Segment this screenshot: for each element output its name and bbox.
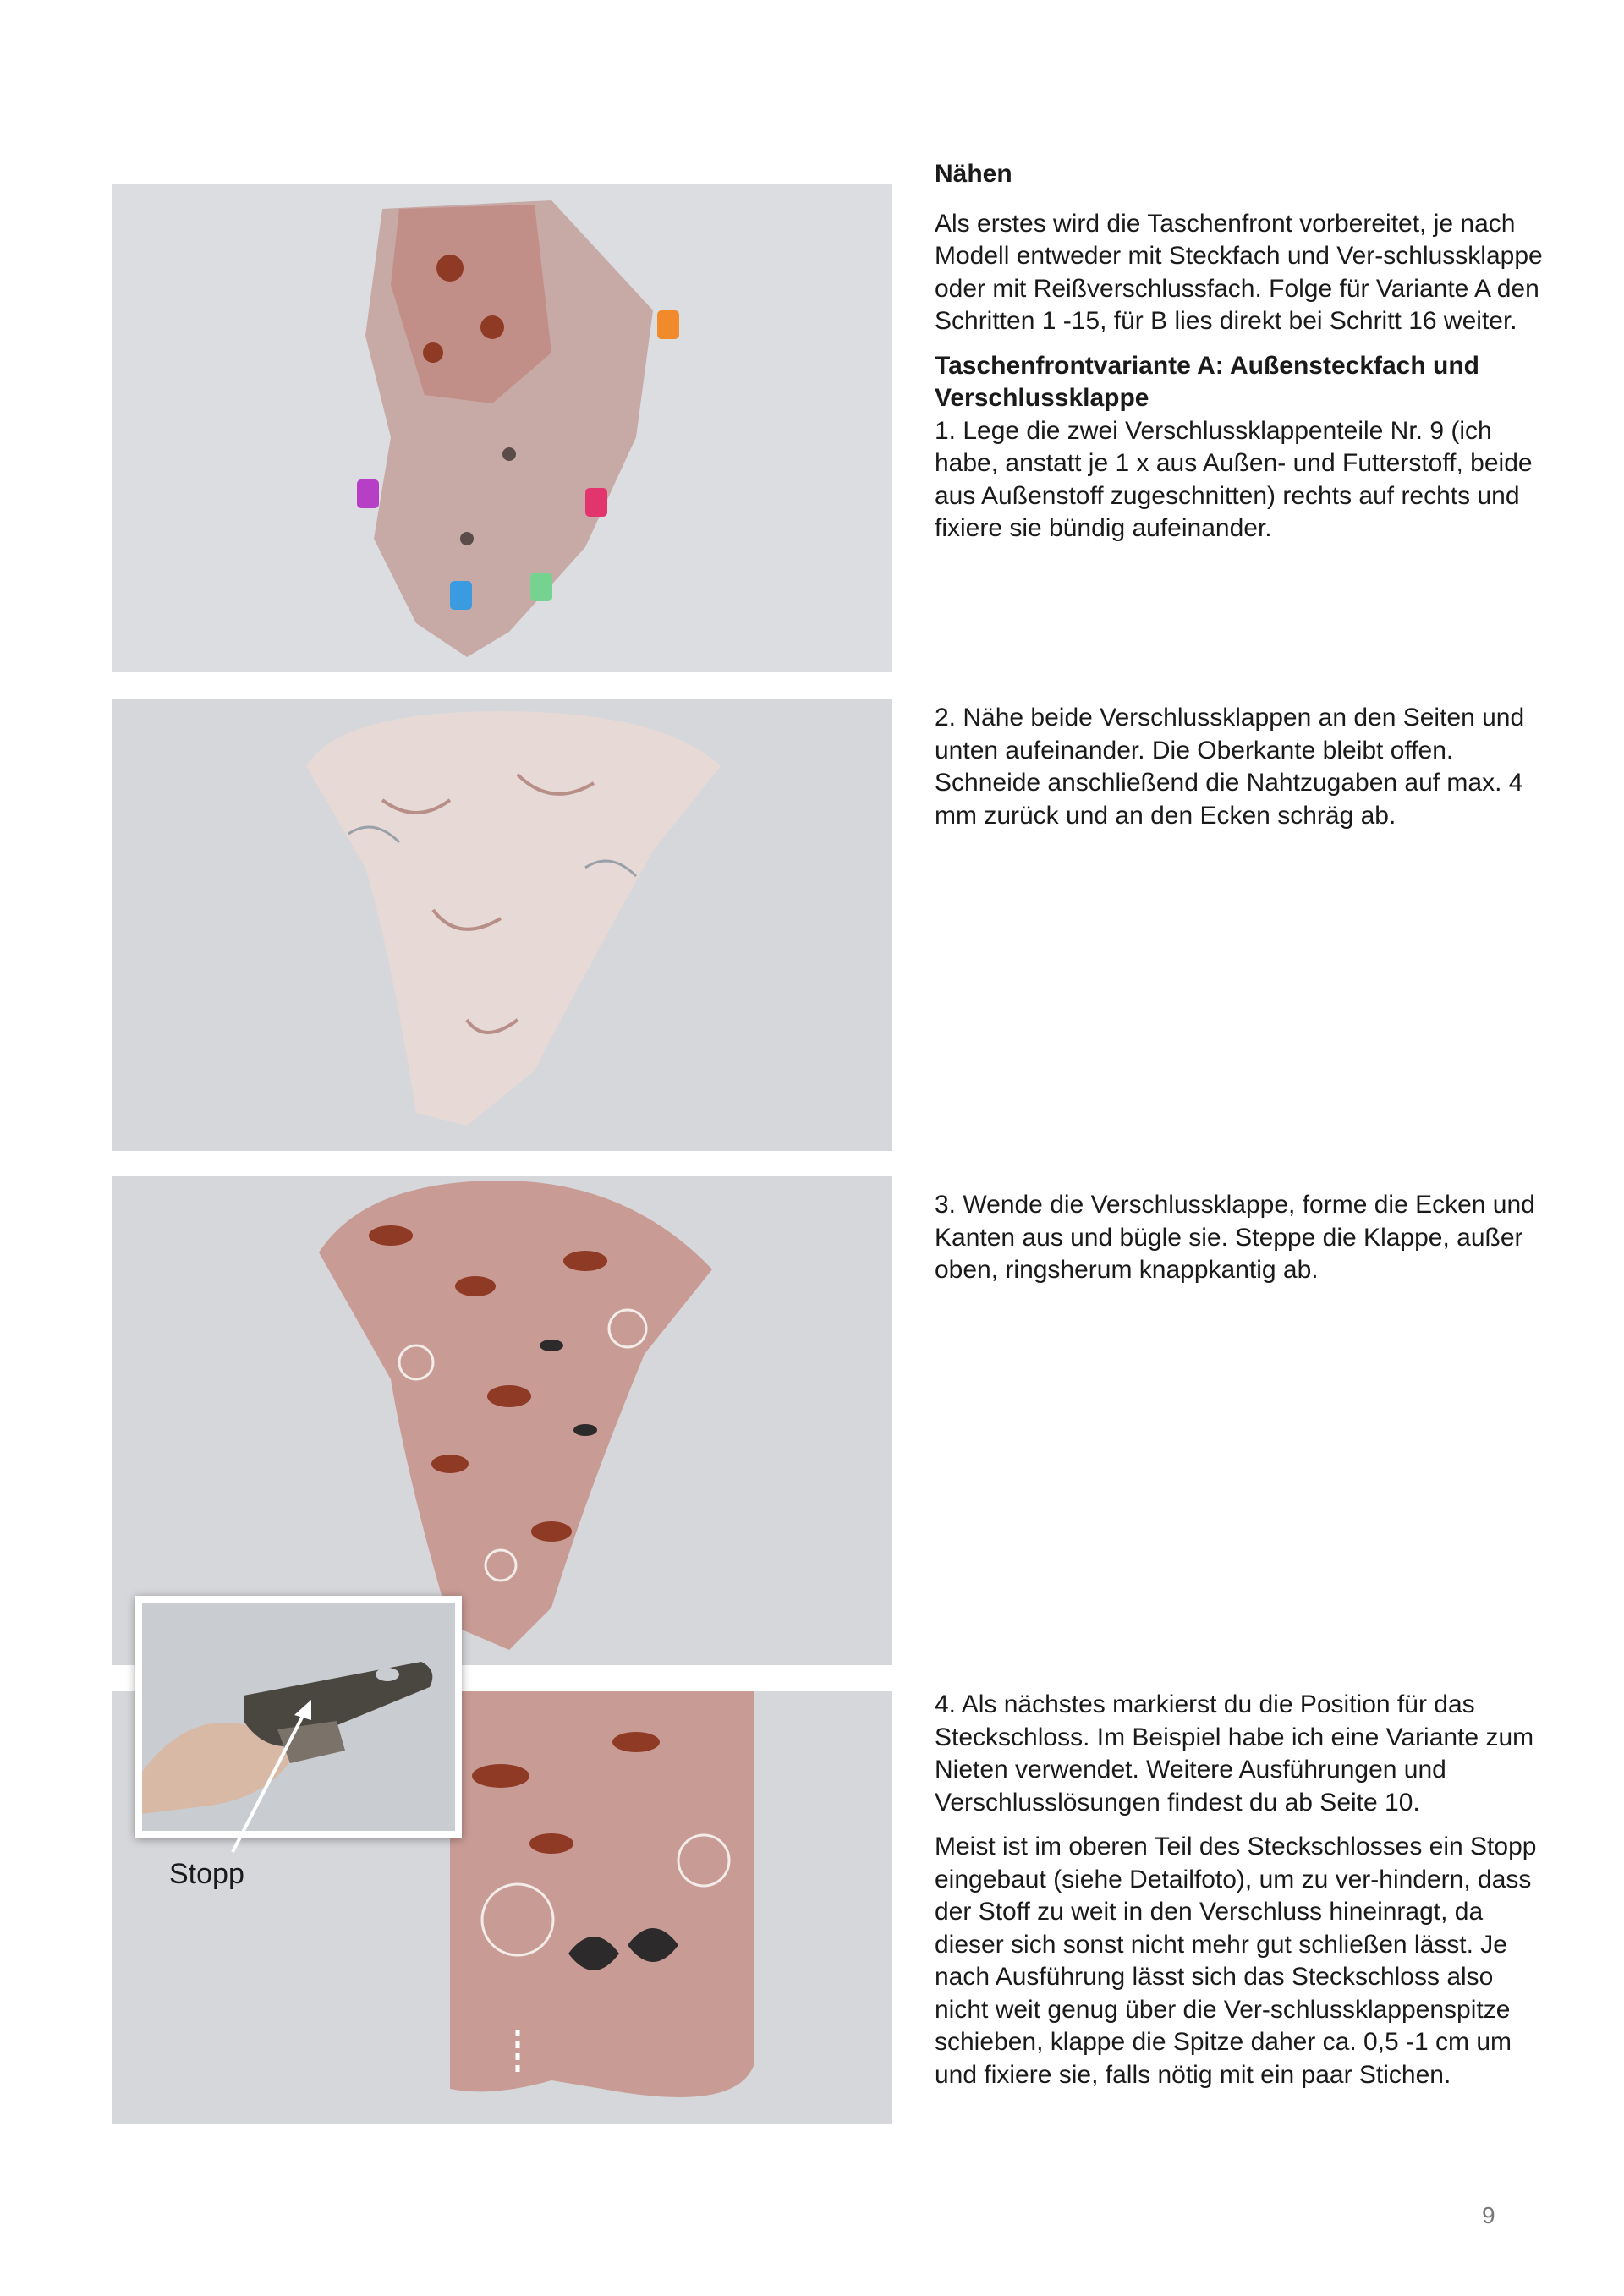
page-number: 9 — [1482, 2202, 1495, 2228]
photo-label-stopp: Stopp — [169, 1858, 244, 1890]
text-block-3 — [935, 1189, 1544, 1299]
text-block-4 — [935, 1689, 1544, 2103]
text-block-1 — [935, 158, 1544, 557]
variant-title: Taschenfrontvariante A: Außensteckfach und Verschlussklappe — [935, 351, 1480, 412]
text-block-2 — [935, 702, 1544, 844]
step-3: 3. Wende die Verschlussklappe, forme die Ecken und Kanten aus und bügle sie. Steppe die Klappe, außer oben, ringsherum knappkantig ab. — [935, 1191, 1535, 1284]
step-1: 1. Lege die zwei Verschlussklappenteile Nr. 9 (ich habe, anstatt je 1 x aus Außen- und Futterstoff, beide aus Außenstoff zugeschnitten) rechts auf rechts und fixiere sie bündig aufeinander. — [935, 416, 1533, 542]
step-2: 2. Nähe beide Verschlussklappen an den Seiten und unten aufeinander. Die Oberkante bleibt offen. Schneide anschließend die Nahtzugaben auf max. 4 mm zurück und an den Ecken schräg ab. — [935, 704, 1525, 830]
step-4-detail: Meist ist im oberen Teil des Steckschlosses ein Stopp eingebaut (siehe Detailfoto), um zu ver-hindern, dass der Stoff zu weit in den Verschluss hineinragt, da dieser sich sonst nicht mehr gut schließen lässt. Je nach Ausführung lässt sich das Steckschloss also nicht weit genug über die Ver-schlussklappenspitze schieben, klappe die Spitze daher ca. 0,5 -1 cm um und fixiere sie, falls nötig mit ein paar Stichen. — [935, 1833, 1537, 2089]
section-title: Nähen — [935, 160, 1012, 188]
step-4: 4. Als nächstes markierst du die Position für das Steckschloss. Im Beispiel habe ich eine Variante zum Nieten verwendet. Weitere Ausführungen und Verschlusslösungen findest du ab Seite 10. — [935, 1690, 1534, 1817]
intro-paragraph: Als erstes wird die Taschenfront vorbereitet, je nach Modell entweder mit Steckfach und Ver-schlussklappe oder mit Reißverschlussfach. Folge für Variante A den Schritten 1 -15, für B lies direkt bei Schritt 16 weiter. — [935, 209, 1543, 335]
